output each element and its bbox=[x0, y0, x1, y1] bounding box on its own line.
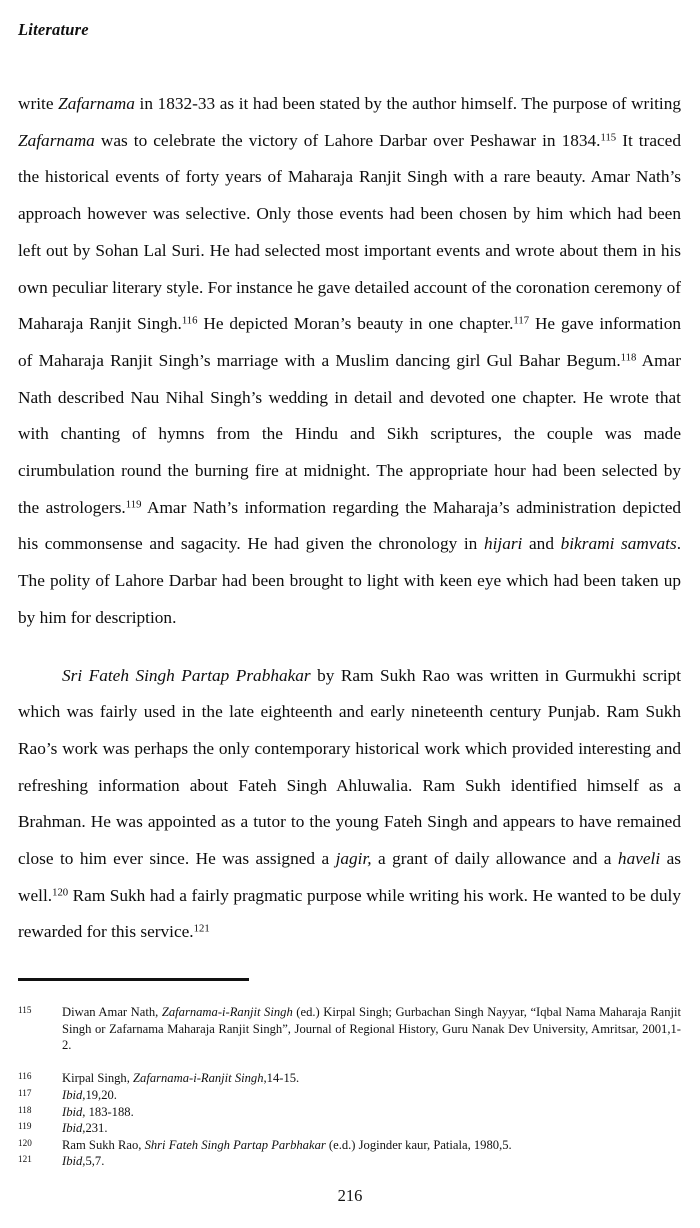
text-run: a grant of daily allowance and a bbox=[371, 849, 618, 869]
italic-title: Ibid bbox=[62, 1154, 83, 1169]
text-run: ,19,20. bbox=[82, 1087, 117, 1102]
footnote-text bbox=[62, 1087, 681, 1104]
italic-title: Shri Fateh Singh Partap Parbhakar bbox=[144, 1137, 326, 1152]
footnote-number[interactable]: 117 bbox=[18, 1087, 32, 1098]
footnote-reference[interactable]: 118 bbox=[620, 351, 637, 364]
text-run: He depicted Moran’s beauty in one chapter. bbox=[197, 314, 514, 334]
text-run: Ram Sukh Rao, bbox=[62, 1137, 145, 1152]
footnote-reference[interactable]: 115 bbox=[600, 131, 617, 144]
text-run: was to celebrate the victory of Lahore Darbar over Peshawar in 1834. bbox=[94, 130, 601, 150]
body-text-block bbox=[18, 86, 681, 951]
footnote-item bbox=[18, 1004, 681, 1070]
italic-title: Zafarnama bbox=[18, 130, 95, 150]
italic-title: Zafarnama-i-Ranjit Singh bbox=[133, 1071, 264, 1086]
footnote-number[interactable]: 115 bbox=[18, 1005, 32, 1015]
italic-title: hijari bbox=[483, 534, 523, 554]
paragraph-fateh-singh bbox=[18, 658, 681, 952]
footnote-reference[interactable]: 117 bbox=[513, 314, 530, 327]
footnote-reference[interactable]: 121 bbox=[193, 922, 210, 935]
text-run: (e.d.) Joginder kaur, Patiala, 1980,5. bbox=[325, 1137, 512, 1152]
italic-title: Ibid bbox=[62, 1087, 83, 1102]
footnote-text bbox=[62, 1120, 681, 1137]
running-head: Literature bbox=[18, 20, 89, 39]
footnote-number[interactable]: 118 bbox=[18, 1104, 32, 1115]
italic-title: Ibid bbox=[62, 1104, 83, 1119]
footnote-item bbox=[18, 1087, 681, 1104]
footnote-item bbox=[18, 1104, 681, 1121]
text-run: in 1832-33 as it had been stated by the author himself. The purpose of writing bbox=[134, 94, 682, 113]
footnote-text bbox=[62, 1137, 681, 1154]
text-run: (ed.) Kirpal Singh; Gurbachan Singh Nayyar, “Iqbal Nama Maharaja Ranjit Singh or Zafarnama Maharaja Ranjit Singh”, Journal of Regional History, Guru Nanak Dev University, Amritsar, 2001,1-2. bbox=[62, 1005, 681, 1053]
text-run: . The polity of Lahore Darbar had been brought to light with keen eye which had been taken up by him for description. bbox=[18, 534, 682, 627]
paragraph-zafarnama bbox=[18, 86, 681, 637]
text-run: It traced the historical events of forty years of Maharaja Ranjit Singh with a rare beauty. Amar Nath’s approach however was selective. Only those events had been chosen by him which had been left out by Sohan Lal Suri. He had selected most important events and wrote about them in his own peculiar literary style. For instance he gave detailed account of the coronation ceremony of Maharaja Ranjit Singh. bbox=[18, 130, 681, 334]
footnote-reference[interactable]: 119 bbox=[125, 498, 142, 511]
text-run: ,5,7. bbox=[82, 1154, 105, 1169]
italic-title: Ibid bbox=[62, 1121, 83, 1136]
footnote-text bbox=[62, 1153, 681, 1170]
footnote-item bbox=[18, 1120, 681, 1137]
footnote-separator-rule bbox=[18, 978, 249, 981]
footnote-text bbox=[62, 1070, 681, 1087]
text-run: Diwan Amar Nath, bbox=[62, 1005, 162, 1019]
text-run: , 183-188. bbox=[82, 1104, 134, 1119]
footnote-item bbox=[18, 1153, 681, 1170]
italic-title: jagir, bbox=[335, 849, 372, 869]
footnote-text bbox=[62, 1004, 681, 1070]
footnote-item bbox=[18, 1070, 681, 1087]
footnote-item bbox=[18, 1137, 681, 1154]
text-run: ,231. bbox=[82, 1121, 108, 1136]
footnote-text bbox=[62, 1104, 681, 1121]
text-run: and bbox=[522, 534, 561, 554]
italic-title: bikrami samvats bbox=[560, 534, 677, 554]
footnote-number[interactable]: 120 bbox=[18, 1137, 32, 1148]
text-run: by Ram Sukh Rao was written in Gurmukhi script which was fairly used in the late eighteenth and early nineteenth century Punjab. Ram Sukh Rao’s work was perhaps the only contemporary historical work which provided interesting and refreshing information about Fateh Singh Ahluwalia. Ram Sukh identified himself as a Brahman. He was appointed as a tutor to the young Fateh Singh and appears to have remained close to him ever since. He was assigned a bbox=[18, 665, 681, 869]
footnote-number[interactable]: 119 bbox=[18, 1121, 32, 1132]
footnote-list bbox=[18, 1004, 681, 1170]
text-run: He gave information of Maharaja Ranjit Singh’s marriage with a Muslim dancing girl Gul Bahar Begum. bbox=[18, 314, 682, 370]
italic-title: haveli bbox=[617, 849, 661, 869]
text-run: Ram Sukh had a fairly pragmatic purpose while writing his work. He wanted to be duly rewarded for this service. bbox=[18, 885, 681, 942]
footnote-number[interactable]: 121 bbox=[18, 1154, 32, 1165]
italic-title: Zafarnama bbox=[58, 94, 135, 113]
italic-title: Sri Fateh Singh Partap Prabhakar bbox=[62, 665, 311, 685]
italic-title: Zafarnama-i-Ranjit Singh bbox=[161, 1005, 293, 1019]
text-run: Amar Nath described Nau Nihal Singh’s wedding in detail and devoted one chapter. He wrote that with chanting of hymns from the Hindu and Sikh scriptures, the couple was made cirumbulation round the burning fire at midnight. The appropriate hour had been selected by the astrologers. bbox=[18, 350, 681, 517]
text-run: as well. bbox=[18, 849, 681, 905]
footnote-reference[interactable]: 116 bbox=[181, 314, 198, 327]
text-run: Amar Nath’s information regarding the Maharaja’s administration depicted his commonsense and sagacity. He had given the chronology in bbox=[18, 497, 682, 554]
text-run: write bbox=[18, 94, 59, 113]
page-number: 216 bbox=[337, 1186, 363, 1205]
footnote-number[interactable]: 116 bbox=[18, 1071, 32, 1082]
text-run: ,14-15. bbox=[263, 1071, 300, 1086]
footnote-reference[interactable]: 120 bbox=[52, 886, 69, 899]
text-run: Kirpal Singh, bbox=[62, 1071, 134, 1086]
